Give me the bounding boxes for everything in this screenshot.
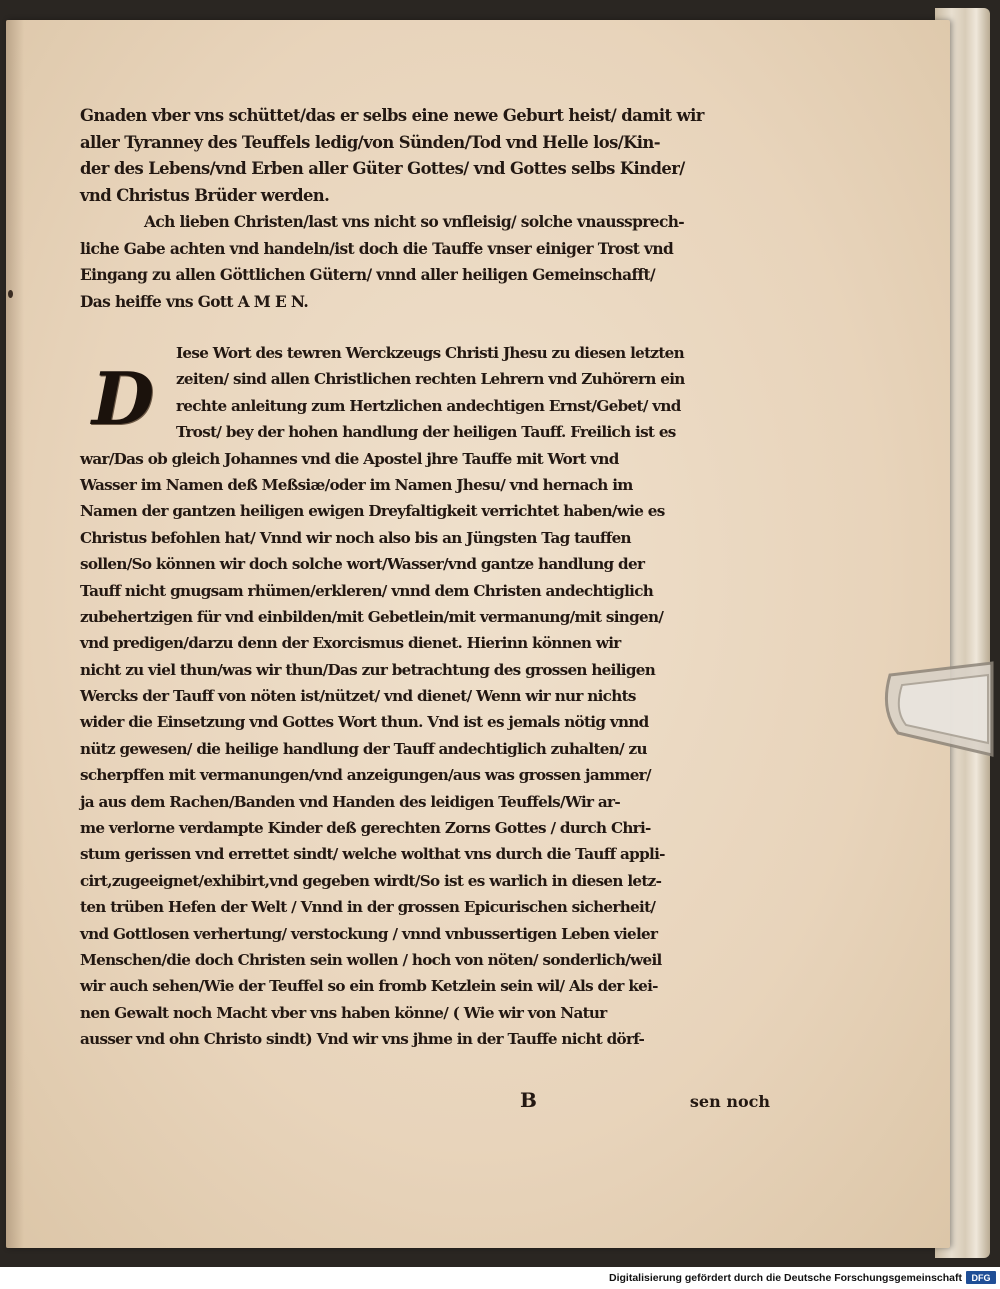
text-line: Namen der gantzen heiligen ewigen Dreyfaltigkeit verrichtet haben/wie es <box>80 502 665 521</box>
text-line: vnd predigen/darzu denn der Exorcismus dienet. Hierinn können wir <box>80 634 621 653</box>
text-line: ten trüben Hefen der Welt / Vnnd in der grossen Epicurischen sicherheit/ <box>80 898 656 917</box>
drop-cap-initial: D <box>91 355 155 441</box>
text-line: me verlorne verdampte Kinder deß gerechten Zorns Gottes / durch Chri- <box>80 819 651 838</box>
signature-mark: B <box>520 1088 537 1112</box>
text-line: nütz gewesen/ die heilige handlung der Tauff andechtiglich zuhalten/ zu <box>80 739 647 758</box>
text-line: Eingang zu allen Göttlichen Gütern/ vnnd aller heiligen Gemeinschafft/ <box>80 266 656 284</box>
text-line: Menschen/die doch Christen sein wollen / hoch von nöten/ sonderlich/weil <box>80 950 662 969</box>
intro-paragraph <box>80 103 770 209</box>
text-line: cirt,zugeeignet/exhibirt,vnd gegeben wirdt/So ist es warlich in diesen letz- <box>80 871 662 890</box>
exhortation-paragraph <box>80 209 770 315</box>
text-line: wider die Einsetzung vnd Gottes Wort thun. Vnd ist es jemals nötig vnnd <box>80 713 649 732</box>
text-line: liche Gabe achten vnd handeln/ist doch die Tauffe vnser einiger Trost vnd <box>80 239 674 258</box>
page-gutter-shadow <box>6 20 24 1248</box>
text-line: zeiten/ sind allen Christlichen rechten Lehrern vnd Zuhörern ein <box>176 370 685 389</box>
text-line: Tauff nicht gnugsam rhümen/erkleren/ vnnd dem Christen andechtiglich <box>80 581 654 600</box>
dfg-logo: DFG <box>966 1271 996 1284</box>
text-line: scherpffen mit vermanungen/vnd anzeigungen/aus was grossen jammer/ <box>80 766 651 785</box>
text-line: ausser vnd ohn Christo sindt) Vnd wir vns jhme in der Tauffe nicht dörf- <box>80 1030 645 1049</box>
text-line: Christus befohlen hat/ Vnnd wir noch also bis an Jüngsten Tag tauffen <box>80 528 631 547</box>
text-line: Gnaden vber vns schüttet/das er selbs eine newe Geburt heist/ damit wir <box>80 106 704 125</box>
paragraph-gap <box>80 315 770 340</box>
text-line: nicht zu viel thun/was wir thun/Das zur betrachtung des grossen heiligen <box>80 660 656 679</box>
funding-notice: Digitalisierung gefördert durch die Deutsche Forschungsgemeinschaft <box>609 1272 962 1284</box>
text-line: wir auch sehen/Wie der Teuffel so ein fromb Ketzlein sein wil/ Als der kei- <box>80 977 658 996</box>
text-line: zubehertzigen für vnd einbilden/mit Gebetlein/mit vermanung/mit singen/ <box>80 607 664 626</box>
text-line: stum gerissen vnd errettet sindt/ welche wolthat vns durch die Tauff appli- <box>80 845 665 864</box>
text-line: Trost/ bey der hohen handlung der heiligen Tauff. Freilich ist es <box>176 423 676 442</box>
text-line: Wercks der Tauff von nöten ist/nützet/ vnd dienet/ Wenn wir nur nichts <box>80 687 636 706</box>
margin-mark <box>8 290 13 298</box>
text-line: Ach lieben Christen/last vns nicht so vnfleisig/ solche vnaussprech- <box>144 213 685 231</box>
text-line: Das heiffe vns Gott A M E N. <box>80 292 309 311</box>
page-footer-line <box>80 1088 770 1118</box>
page-clip <box>880 655 1000 765</box>
text-block <box>80 103 770 1053</box>
footer-bar <box>0 1267 1000 1289</box>
text-line: sollen/So können wir doch solche wort/Wasser/vnd gantze handlung der <box>80 555 645 574</box>
text-line: nen Gewalt noch Macht vber vns haben könne/ ( Wie wir von Natur <box>80 1003 607 1022</box>
text-line: rechte anleitung zum Hertzlichen andechtigen Ernst/Gebet/ vnd <box>176 396 681 415</box>
text-line: ja aus dem Rachen/Banden vnd Handen des leidigen Teuffels/Wir ar- <box>80 792 620 811</box>
text-line: vnd Gottlosen verhertung/ verstockung / vnnd vnbussertigen Leben vieler <box>80 924 658 943</box>
text-line: aller Tyranney des Teuffels ledig/von Sünden/Tod vnd Helle los/Kin- <box>80 132 660 152</box>
main-paragraph <box>80 340 770 1053</box>
text-line: vnd Christus Brüder werden. <box>80 185 330 205</box>
catchword: sen noch <box>689 1092 770 1111</box>
text-line: der des Lebens/vnd Erben aller Güter Gottes/ vnd Gottes selbs Kinder/ <box>80 159 685 178</box>
text-line: Wasser im Namen deß Meßsiæ/oder im Namen Jhesu/ vnd hernach im <box>80 475 633 494</box>
text-line: Iese Wort des tewren Werckzeugs Christi Jhesu zu diesen letzten <box>176 344 684 362</box>
text-line: war/Das ob gleich Johannes vnd die Apostel jhre Tauffe mit Wort vnd <box>80 449 619 468</box>
